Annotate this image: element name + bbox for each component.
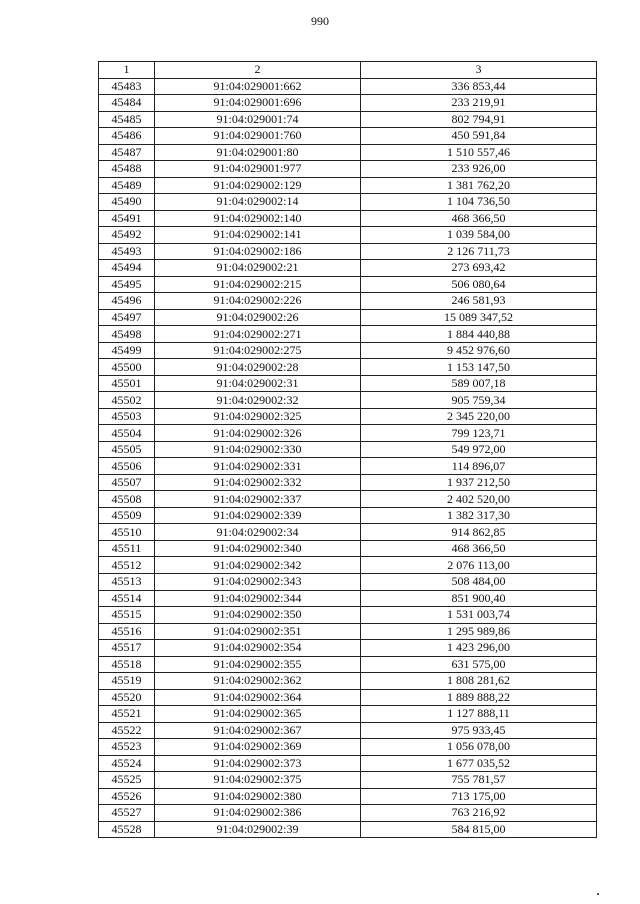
row-number-cell: 45519 [99, 673, 155, 690]
cadastral-number-cell: 91:04:029002:362 [155, 673, 361, 690]
cadastral-value-cell: 755 781,57 [361, 772, 597, 789]
table-row [99, 243, 597, 260]
row-number-cell: 45487 [99, 144, 155, 161]
row-number-cell: 45517 [99, 640, 155, 657]
cadastral-value-cell: 1 808 281,62 [361, 673, 597, 690]
cadastral-number-cell: 91:04:029001:760 [155, 128, 361, 145]
cadastral-value-cell: 1 423 296,00 [361, 640, 597, 657]
scan-speck [597, 893, 599, 895]
row-number-cell: 45524 [99, 755, 155, 772]
cadastral-value-cell: 114 896,07 [361, 458, 597, 475]
row-number-cell: 45498 [99, 326, 155, 343]
cadastral-value-cell: 1 127 888,11 [361, 706, 597, 723]
cadastral-value-cell: 9 452 976,60 [361, 342, 597, 359]
cadastral-value-cell: 1 104 736,50 [361, 194, 597, 211]
row-number-cell: 45511 [99, 540, 155, 557]
cadastral-number-cell: 91:04:029002:129 [155, 177, 361, 194]
table-row [99, 623, 597, 640]
table-row [99, 656, 597, 673]
cadastral-number-cell: 91:04:029002:14 [155, 194, 361, 211]
table-row [99, 458, 597, 475]
cadastral-value-cell: 763 216,92 [361, 805, 597, 822]
column-header-1: 1 [99, 62, 155, 79]
cadastral-value-cell: 246 581,93 [361, 293, 597, 310]
table-row [99, 309, 597, 326]
row-number-cell: 45497 [99, 309, 155, 326]
row-number-cell: 45496 [99, 293, 155, 310]
cadastral-number-cell: 91:04:029001:977 [155, 161, 361, 178]
table-row [99, 739, 597, 756]
table-row [99, 805, 597, 822]
column-header-2: 2 [155, 62, 361, 79]
table-row [99, 590, 597, 607]
table-row [99, 194, 597, 211]
cadastral-value-cell: 975 933,45 [361, 722, 597, 739]
cadastral-value-cell: 914 862,85 [361, 524, 597, 541]
cadastral-value-cell: 273 693,42 [361, 260, 597, 277]
cadastral-number-cell: 91:04:029002:367 [155, 722, 361, 739]
cadastral-value-table [98, 61, 597, 838]
table-row [99, 78, 597, 95]
cadastral-value-cell: 549 972,00 [361, 441, 597, 458]
cadastral-number-cell: 91:04:029002:351 [155, 623, 361, 640]
row-number-cell: 45520 [99, 689, 155, 706]
table-row [99, 557, 597, 574]
cadastral-number-cell: 91:04:029002:344 [155, 590, 361, 607]
row-number-cell: 45512 [99, 557, 155, 574]
table-row [99, 722, 597, 739]
column-header-3: 3 [361, 62, 597, 79]
cadastral-value-cell: 851 900,40 [361, 590, 597, 607]
cadastral-number-cell: 91:04:029002:342 [155, 557, 361, 574]
cadastral-value-cell: 508 484,00 [361, 573, 597, 590]
row-number-cell: 45493 [99, 243, 155, 260]
cadastral-number-cell: 91:04:029002:337 [155, 491, 361, 508]
cadastral-number-cell: 91:04:029002:339 [155, 507, 361, 524]
cadastral-number-cell: 91:04:029002:331 [155, 458, 361, 475]
cadastral-number-cell: 91:04:029002:226 [155, 293, 361, 310]
cadastral-value-cell: 584 815,00 [361, 821, 597, 838]
cadastral-number-cell: 91:04:029002:141 [155, 227, 361, 244]
table-row [99, 788, 597, 805]
cadastral-number-cell: 91:04:029002:365 [155, 706, 361, 723]
cadastral-number-cell: 91:04:029002:386 [155, 805, 361, 822]
row-number-cell: 45522 [99, 722, 155, 739]
cadastral-number-cell: 91:04:029002:343 [155, 573, 361, 590]
cadastral-number-cell: 91:04:029001:74 [155, 111, 361, 128]
cadastral-value-cell: 1 056 078,00 [361, 739, 597, 756]
cadastral-number-cell: 91:04:029002:350 [155, 607, 361, 624]
cadastral-number-cell: 91:04:029002:326 [155, 425, 361, 442]
row-number-cell: 45499 [99, 342, 155, 359]
cadastral-value-cell: 905 759,34 [361, 392, 597, 409]
cadastral-value-cell: 2 076 113,00 [361, 557, 597, 574]
table-row [99, 375, 597, 392]
cadastral-value-cell: 589 007,18 [361, 375, 597, 392]
row-number-cell: 45510 [99, 524, 155, 541]
cadastral-value-cell: 713 175,00 [361, 788, 597, 805]
row-number-cell: 45491 [99, 210, 155, 227]
row-number-cell: 45503 [99, 408, 155, 425]
row-number-cell: 45495 [99, 276, 155, 293]
row-number-cell: 45521 [99, 706, 155, 723]
cadastral-number-cell: 91:04:029002:340 [155, 540, 361, 557]
cadastral-value-cell: 506 080,64 [361, 276, 597, 293]
cadastral-number-cell: 91:04:029002:26 [155, 309, 361, 326]
table-row [99, 326, 597, 343]
cadastral-number-cell: 91:04:029002:355 [155, 656, 361, 673]
cadastral-value-cell: 2 402 520,00 [361, 491, 597, 508]
row-number-cell: 45488 [99, 161, 155, 178]
cadastral-value-cell: 1 677 035,52 [361, 755, 597, 772]
cadastral-value-cell: 233 219,91 [361, 95, 597, 112]
cadastral-number-cell: 91:04:029002:373 [155, 755, 361, 772]
table-row [99, 441, 597, 458]
table-row [99, 144, 597, 161]
table-row [99, 491, 597, 508]
table-row [99, 342, 597, 359]
row-number-cell: 45526 [99, 788, 155, 805]
cadastral-value-cell: 1 039 584,00 [361, 227, 597, 244]
cadastral-value-cell: 1 381 762,20 [361, 177, 597, 194]
table-row [99, 161, 597, 178]
cadastral-value-cell: 1 884 440,88 [361, 326, 597, 343]
row-number-cell: 45507 [99, 474, 155, 491]
table-header-row [99, 62, 597, 79]
table-row [99, 359, 597, 376]
cadastral-value-cell: 450 591,84 [361, 128, 597, 145]
table-row [99, 177, 597, 194]
table-row [99, 474, 597, 491]
table-body [99, 78, 597, 838]
table-row [99, 706, 597, 723]
cadastral-value-cell: 1 889 888,22 [361, 689, 597, 706]
table-row [99, 128, 597, 145]
cadastral-number-cell: 91:04:029002:275 [155, 342, 361, 359]
cadastral-value-cell: 1 295 989,86 [361, 623, 597, 640]
cadastral-number-cell: 91:04:029002:332 [155, 474, 361, 491]
table-row [99, 821, 597, 838]
table-row [99, 227, 597, 244]
table-row [99, 111, 597, 128]
table-row [99, 95, 597, 112]
row-number-cell: 45492 [99, 227, 155, 244]
cadastral-value-cell: 15 089 347,52 [361, 309, 597, 326]
row-number-cell: 45502 [99, 392, 155, 409]
row-number-cell: 45514 [99, 590, 155, 607]
table-row [99, 673, 597, 690]
row-number-cell: 45483 [99, 78, 155, 95]
row-number-cell: 45509 [99, 507, 155, 524]
row-number-cell: 45518 [99, 656, 155, 673]
cadastral-value-cell: 1 510 557,46 [361, 144, 597, 161]
cadastral-number-cell: 91:04:029002:271 [155, 326, 361, 343]
table-row [99, 755, 597, 772]
row-number-cell: 45505 [99, 441, 155, 458]
cadastral-value-cell: 802 794,91 [361, 111, 597, 128]
cadastral-value-cell: 468 366,50 [361, 540, 597, 557]
table-row [99, 392, 597, 409]
cadastral-number-cell: 91:04:029002:186 [155, 243, 361, 260]
row-number-cell: 45515 [99, 607, 155, 624]
cadastral-value-cell: 336 853,44 [361, 78, 597, 95]
row-number-cell: 45516 [99, 623, 155, 640]
row-number-cell: 45508 [99, 491, 155, 508]
table-row [99, 293, 597, 310]
cadastral-value-cell: 1 153 147,50 [361, 359, 597, 376]
table-row [99, 524, 597, 541]
table-row [99, 276, 597, 293]
cadastral-number-cell: 91:04:029001:696 [155, 95, 361, 112]
cadastral-number-cell: 91:04:029002:31 [155, 375, 361, 392]
cadastral-value-cell: 233 926,00 [361, 161, 597, 178]
table-row [99, 210, 597, 227]
cadastral-number-cell: 91:04:029002:375 [155, 772, 361, 789]
row-number-cell: 45486 [99, 128, 155, 145]
table-row [99, 772, 597, 789]
cadastral-value-cell: 2 126 711,73 [361, 243, 597, 260]
cadastral-value-cell: 468 366,50 [361, 210, 597, 227]
table-row [99, 640, 597, 657]
table-row [99, 540, 597, 557]
row-number-cell: 45490 [99, 194, 155, 211]
row-number-cell: 45494 [99, 260, 155, 277]
table-row [99, 408, 597, 425]
cadastral-number-cell: 91:04:029002:364 [155, 689, 361, 706]
cadastral-value-cell: 799 123,71 [361, 425, 597, 442]
cadastral-number-cell: 91:04:029002:140 [155, 210, 361, 227]
cadastral-value-cell: 2 345 220,00 [361, 408, 597, 425]
row-number-cell: 45525 [99, 772, 155, 789]
row-number-cell: 45527 [99, 805, 155, 822]
cadastral-number-cell: 91:04:029002:28 [155, 359, 361, 376]
cadastral-number-cell: 91:04:029002:39 [155, 821, 361, 838]
row-number-cell: 45506 [99, 458, 155, 475]
table-row [99, 260, 597, 277]
row-number-cell: 45513 [99, 573, 155, 590]
table-row [99, 573, 597, 590]
row-number-cell: 45501 [99, 375, 155, 392]
page-number: 990 [311, 14, 329, 28]
table-row [99, 607, 597, 624]
cadastral-number-cell: 91:04:029002:380 [155, 788, 361, 805]
cadastral-number-cell: 91:04:029001:80 [155, 144, 361, 161]
cadastral-number-cell: 91:04:029002:21 [155, 260, 361, 277]
cadastral-number-cell: 91:04:029002:354 [155, 640, 361, 657]
row-number-cell: 45485 [99, 111, 155, 128]
cadastral-number-cell: 91:04:029002:215 [155, 276, 361, 293]
row-number-cell: 45528 [99, 821, 155, 838]
cadastral-number-cell: 91:04:029002:330 [155, 441, 361, 458]
row-number-cell: 45523 [99, 739, 155, 756]
row-number-cell: 45504 [99, 425, 155, 442]
cadastral-value-cell: 1 382 317,30 [361, 507, 597, 524]
cadastral-number-cell: 91:04:029002:32 [155, 392, 361, 409]
table-row [99, 425, 597, 442]
cadastral-value-cell: 631 575,00 [361, 656, 597, 673]
cadastral-number-cell: 91:04:029002:369 [155, 739, 361, 756]
cadastral-value-cell: 1 531 003,74 [361, 607, 597, 624]
cadastral-number-cell: 91:04:029002:325 [155, 408, 361, 425]
table-row [99, 689, 597, 706]
cadastral-number-cell: 91:04:029001:662 [155, 78, 361, 95]
row-number-cell: 45500 [99, 359, 155, 376]
row-number-cell: 45489 [99, 177, 155, 194]
row-number-cell: 45484 [99, 95, 155, 112]
cadastral-value-cell: 1 937 212,50 [361, 474, 597, 491]
table-row [99, 507, 597, 524]
cadastral-number-cell: 91:04:029002:34 [155, 524, 361, 541]
